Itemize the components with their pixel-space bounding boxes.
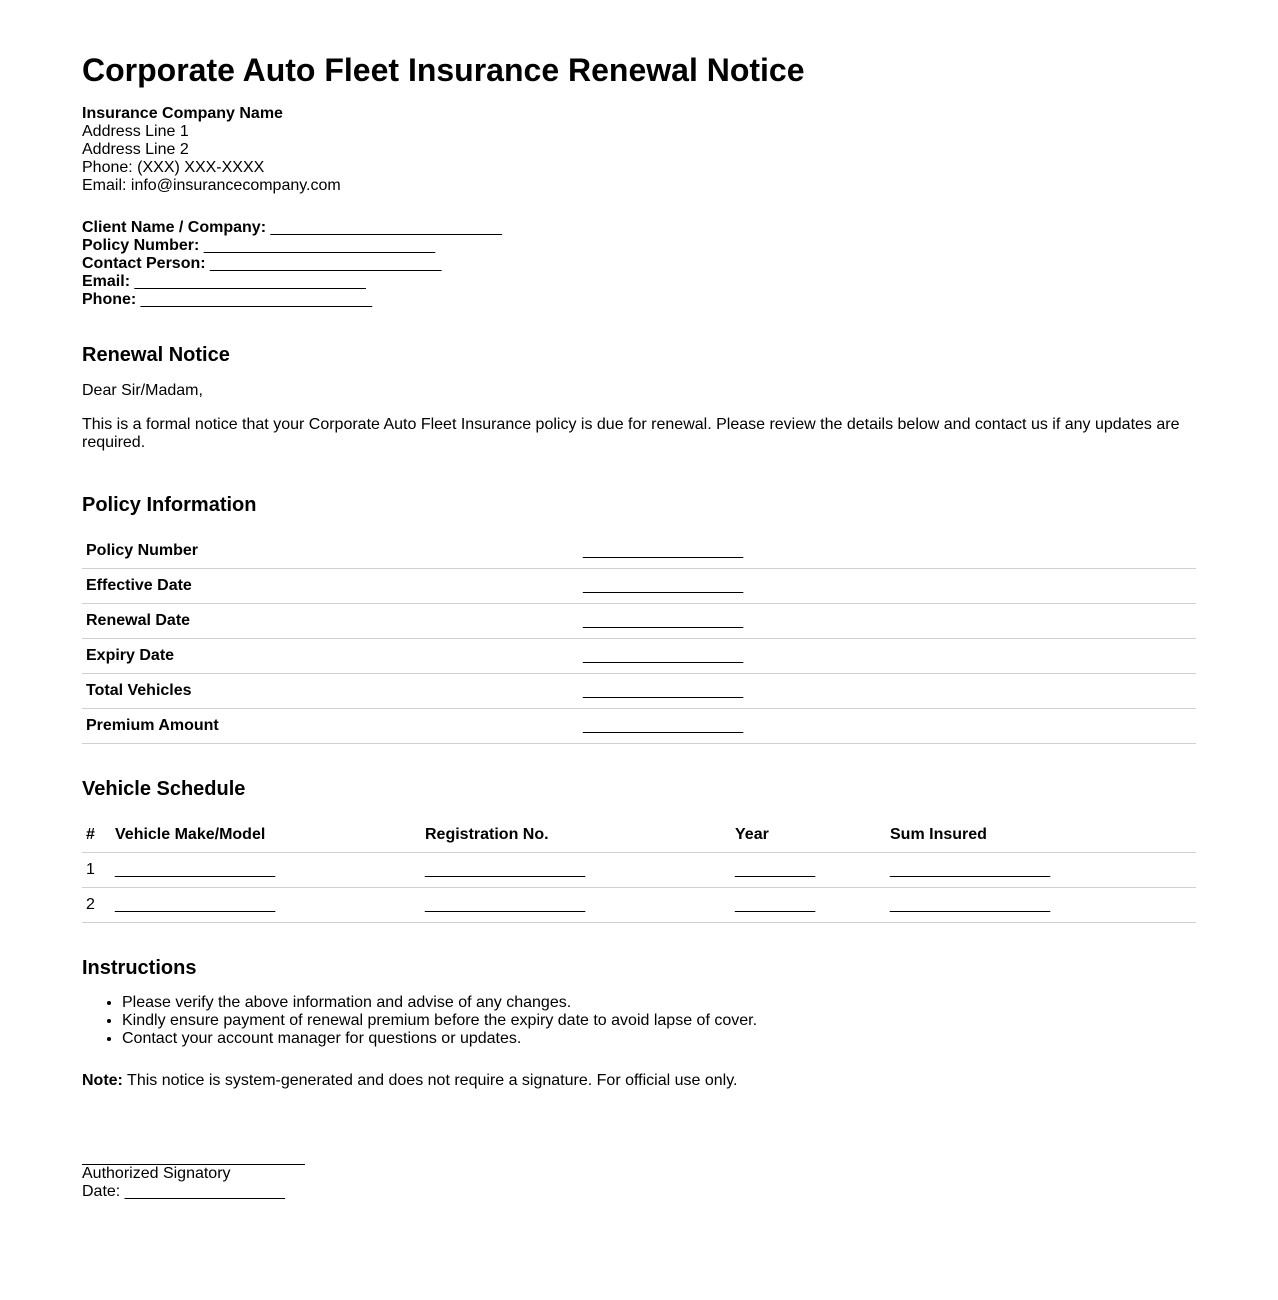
note-text: This notice is system-generated and does not require a signature. For official use only.: [122, 1072, 738, 1089]
document-title: Corporate Auto Fleet Insurance Renewal Notice: [82, 52, 805, 88]
table-row: [82, 674, 1196, 709]
client-name-label: Client Name / Company:: [82, 219, 267, 236]
client-policy-number-blank: __________________________: [203, 237, 436, 254]
policy-table: [82, 534, 1196, 744]
signature-date-label: Date:: [82, 1183, 121, 1200]
table-row: [82, 604, 1196, 639]
company-name: Insurance Company Name: [82, 105, 283, 122]
column-header-make-model: Vehicle Make/Model: [111, 818, 421, 853]
policy-label: Total Vehicles: [82, 674, 579, 709]
client-name-row: [82, 219, 1196, 237]
list-item: • Kindly ensure payment of renewal premium before the expiry date to avoid lapse of cover.: [122, 1012, 1196, 1030]
client-policy-number-row: [82, 237, 1196, 255]
table-row: [82, 534, 1196, 569]
renewal-heading: Renewal Notice: [82, 344, 230, 366]
client-policy-number-label: Policy Number:: [82, 237, 200, 254]
list-item: • Please verify the above information and advise of any changes.: [122, 994, 1196, 1012]
policy-value-blank: __________________: [579, 674, 1196, 709]
vehicle-sum-insured-blank: __________________: [886, 888, 1196, 923]
vehicle-number: 2: [82, 888, 111, 923]
signature-date-row: [82, 1183, 1196, 1201]
client-phone-label: Phone:: [82, 291, 137, 308]
vehicle-schedule-heading: Vehicle Schedule: [82, 778, 246, 800]
policy-heading: Policy Information: [82, 494, 257, 516]
client-contact-person-label: Contact Person:: [82, 255, 206, 272]
note: [82, 1072, 1196, 1090]
signature-date-blank: __________________: [124, 1183, 285, 1200]
company-address-line-1: Address Line 1: [82, 123, 189, 140]
table-row: [82, 853, 1196, 888]
company-email: Email: info@insurancecompany.com: [82, 177, 341, 194]
policy-label: Expiry Date: [82, 639, 579, 674]
policy-value-blank: __________________: [579, 709, 1196, 744]
client-email-blank: __________________________: [134, 273, 366, 290]
policy-value-blank: __________________: [579, 534, 1196, 569]
company-phone: Phone: (XXX) XXX-XXXX: [82, 159, 265, 176]
vehicle-year-blank: _________: [731, 853, 886, 888]
vehicle-schedule-table: [82, 818, 1196, 923]
client-contact-person-row: [82, 255, 1196, 273]
client-phone-blank: __________________________: [140, 291, 373, 308]
policy-label: Policy Number: [82, 534, 579, 569]
table-header-row: [82, 818, 1196, 853]
policy-value-blank: __________________: [579, 639, 1196, 674]
client-email-row: [82, 273, 1196, 291]
column-header-registration: Registration No.: [421, 818, 731, 853]
instructions-list: [82, 994, 1196, 1048]
column-header-sum-insured: Sum Insured: [886, 818, 1196, 853]
client-email-label: Email:: [82, 273, 131, 290]
policy-value-blank: __________________: [579, 569, 1196, 604]
policy-value-blank: __________________: [579, 604, 1196, 639]
salutation: Dear Sir/Madam,: [82, 382, 203, 399]
vehicle-registration-blank: __________________: [421, 853, 731, 888]
company-address-line-2: Address Line 2: [82, 141, 189, 158]
signature-line: [82, 1146, 305, 1165]
vehicle-make-blank: __________________: [111, 853, 421, 888]
renewal-body: This is a formal notice that your Corporate Auto Fleet Insurance policy is due for renewal. Please review the details below and contact us if any updates are required.: [82, 416, 1180, 451]
client-contact-person-blank: __________________________: [210, 255, 442, 272]
vehicle-registration-blank: __________________: [421, 888, 731, 923]
instructions-heading: Instructions: [82, 957, 197, 979]
vehicle-number: 1: [82, 853, 111, 888]
client-phone-row: [82, 291, 1196, 309]
note-label: Note:: [82, 1072, 123, 1089]
table-row: [82, 569, 1196, 604]
table-row: [82, 639, 1196, 674]
table-row: [82, 709, 1196, 744]
table-row: [82, 888, 1196, 923]
client-details: [82, 219, 1196, 309]
policy-label: Premium Amount: [82, 709, 579, 744]
policy-label: Renewal Date: [82, 604, 579, 639]
column-header-number: #: [82, 818, 111, 853]
vehicle-year-blank: _________: [731, 888, 886, 923]
vehicle-make-blank: __________________: [111, 888, 421, 923]
client-name-blank: __________________________: [270, 219, 502, 236]
signatory-label: Authorized Signatory: [82, 1165, 231, 1182]
policy-label: Effective Date: [82, 569, 579, 604]
vehicle-sum-insured-blank: __________________: [886, 853, 1196, 888]
company-info: [82, 105, 1196, 195]
column-header-year: Year: [731, 818, 886, 853]
list-item: • Contact your account manager for questions or updates.: [122, 1030, 1196, 1048]
